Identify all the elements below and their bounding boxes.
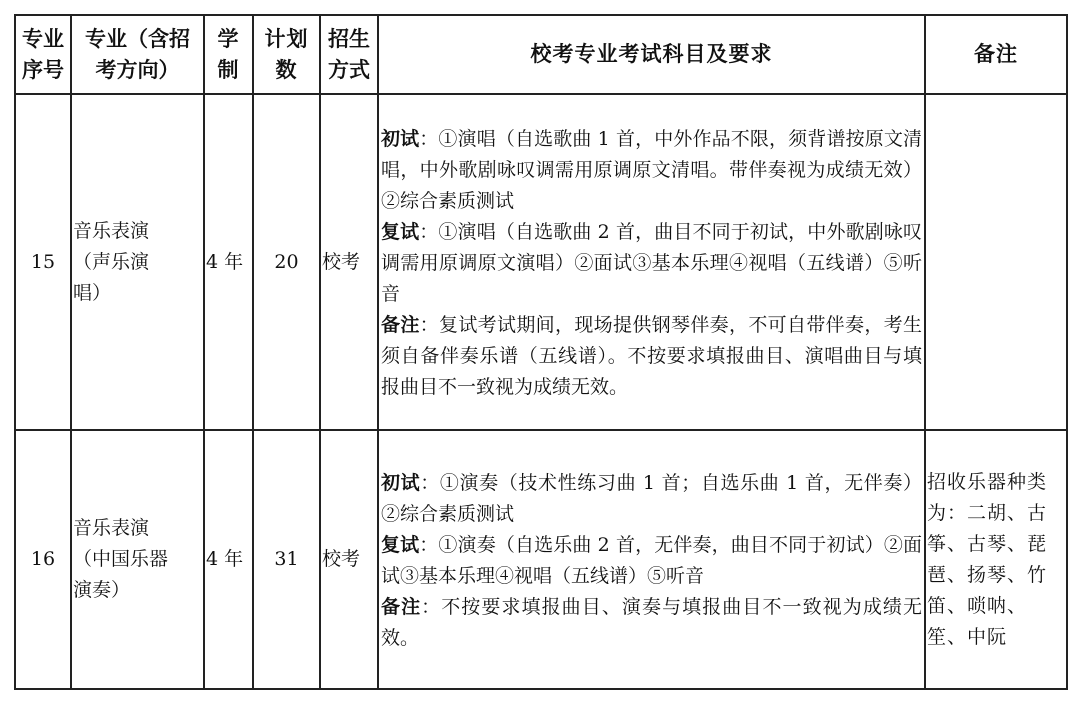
- cell-major: 音乐表演 （中国乐器 演奏）: [71, 430, 204, 689]
- cell-requirements: [378, 94, 925, 430]
- header-row: [15, 15, 1067, 94]
- table-row: [15, 430, 1067, 689]
- retest-text: ：①演奏（自选乐曲 2 首，无伴奏，曲目不同于初试）②面试③基本乐理④视唱（五线谱）⑤听音: [381, 533, 922, 587]
- retest-label: 复试: [381, 533, 420, 556]
- admission-table: [14, 14, 1068, 690]
- header-plan: 计划 数: [253, 15, 320, 94]
- note-text: ：复试考试期间，现场提供钢琴伴奏，不可自带伴奏，考生须自备伴奏乐谱（五线谱）。不按要求填报曲目、演唱曲目与填报曲目不一致视为成绩无效。: [381, 313, 922, 398]
- retest-text: ：①演唱（自选歌曲 2 首，曲目不同于初试，中外歌剧咏叹调需用原调原文演唱）②面试③基本乐理④视唱（五线谱）⑤听音: [381, 220, 922, 305]
- cell-seq: 16: [15, 430, 71, 689]
- prelim-text: ：①演奏（技术性练习曲 1 首；自选乐曲 1 首，无伴奏）②综合素质测试: [381, 471, 922, 525]
- cell-major: 音乐表演 （声乐演 唱）: [71, 94, 204, 430]
- prelim-label: 初试: [381, 127, 420, 150]
- cell-plan: 20: [253, 94, 320, 430]
- table-row: [15, 94, 1067, 430]
- cell-seq: 15: [15, 94, 71, 430]
- header-major: 专业（含招 考方向）: [71, 15, 204, 94]
- note-label: 备注: [381, 595, 422, 618]
- retest-label: 复试: [381, 220, 420, 243]
- header-remarks: 备注: [925, 15, 1067, 94]
- cell-plan: 31: [253, 430, 320, 689]
- cell-years: 4 年: [204, 94, 253, 430]
- cell-remarks: [925, 94, 1067, 430]
- cell-method: 校考: [320, 430, 378, 689]
- prelim-text: ：①演唱（自选歌曲 1 首，中外作品不限，须背谱按原文清唱，中外歌剧咏叹调需用原调原文清唱。带伴奏视为成绩无效）②综合素质测试: [381, 127, 922, 212]
- header-method: 招生 方式: [320, 15, 378, 94]
- cell-method: 校考: [320, 94, 378, 430]
- prelim-label: 初试: [381, 471, 421, 494]
- cell-requirements: [378, 430, 925, 689]
- note-text: ：不按要求填报曲目、演奏与填报曲目不一致视为成绩无效。: [381, 595, 922, 649]
- header-seq: 专业 序号: [15, 15, 71, 94]
- header-requirements: 校考专业考试科目及要求: [378, 15, 925, 94]
- header-years: 学 制: [204, 15, 253, 94]
- cell-remarks: 招收乐器种类为：二胡、古筝、古琴、琵琶、扬琴、竹笛、唢呐、笙、中阮: [925, 430, 1067, 689]
- note-label: 备注: [381, 313, 420, 336]
- cell-years: 4 年: [204, 430, 253, 689]
